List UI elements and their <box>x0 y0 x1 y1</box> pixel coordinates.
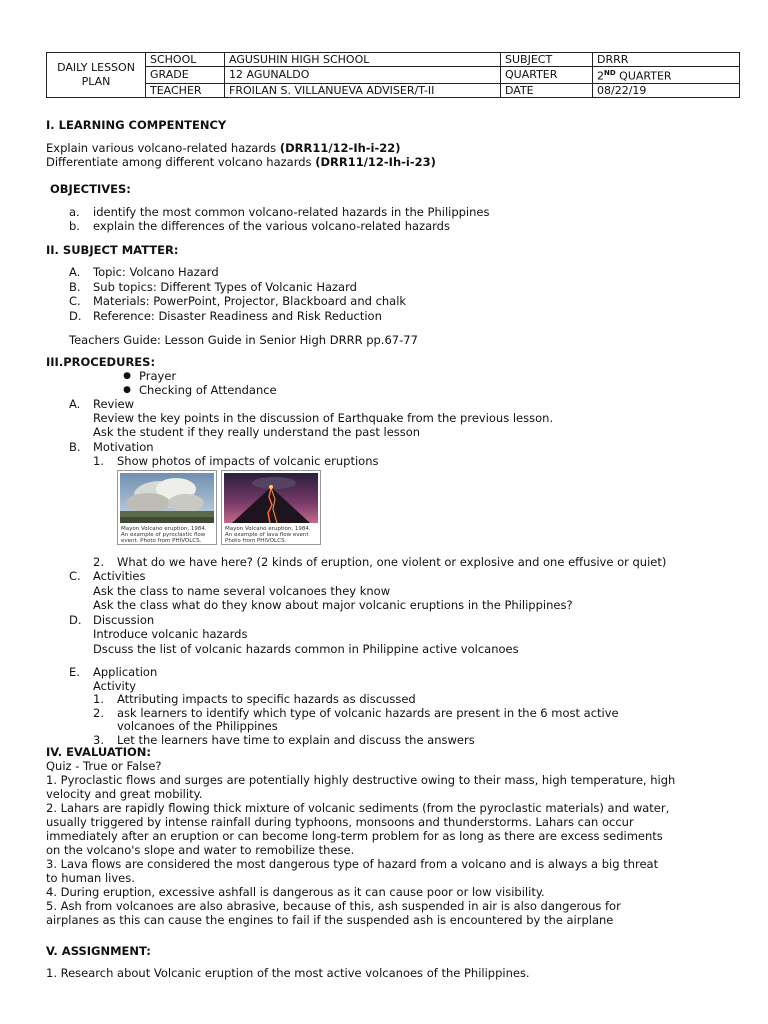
objectives-heading: OBJECTIVES: <box>50 182 131 196</box>
quiz-line: velocity and great mobility. <box>46 787 203 801</box>
discussion-item: D. Discussion <box>69 613 155 627</box>
quiz-label: Quiz - True or False? <box>46 759 162 773</box>
quiz-line: usually triggered by intense rainfall during typhoons, monsoons and thunderstorms. Lahars can occur <box>46 815 634 829</box>
dlp-line1: DAILY LESSON <box>57 60 135 74</box>
activity-label: Activity <box>93 679 137 693</box>
pyroclastic-flow-photo <box>117 470 217 545</box>
competency-heading: I. LEARNING COMPENTENCY <box>46 118 227 132</box>
quiz-line: airplanes as this can cause the engines to fail if the suspended ash is encountered by the airplane <box>46 913 614 927</box>
subject-matter-heading: II. SUBJECT MATTER: <box>46 243 179 257</box>
motivation-step-2: 2. What do we have here? (2 kinds of eruption, one violent or explosive and one effusive or quiet) <box>93 555 667 569</box>
competency-line-2: Differentiate among different volcano hazards (DRR11/12-Ih-i-23) <box>46 155 436 169</box>
quiz-line: to human lives. <box>46 871 135 885</box>
motivation-step-1: 1. Show photos of impacts of volcanic eruptions <box>93 454 379 468</box>
evaluation-heading: IV. EVALUATION: <box>46 745 151 759</box>
assignment-heading: V. ASSIGNMENT: <box>46 944 151 958</box>
subject-value: DRRR <box>593 53 740 67</box>
review-line-1: Review the key points in the discussion of Earthquake from the previous lesson. <box>93 411 554 425</box>
subject-label: SUBJECT <box>501 53 593 67</box>
subject-item: D. Reference: Disaster Readiness and Risk Reduction <box>69 309 382 323</box>
photo-1-caption: Mayon Volcano eruption, 1984. An example of pyroclastic flow event. Photo from PHIVOLCS. <box>121 526 207 544</box>
discussion-line-2: Dscuss the list of volcanic hazards common in Philippine active volcanoes <box>93 642 519 656</box>
bullet-item: ● Checking of Attendance <box>115 383 277 397</box>
subject-item: C. Materials: PowerPoint, Projector, Blackboard and chalk <box>69 294 407 308</box>
motivation-item: B. Motivation <box>69 440 154 454</box>
activities-item: C. Activities <box>69 569 146 583</box>
teacher-value: FROILAN S. VILLANUEVA ADVISER/T-II <box>225 83 501 97</box>
header-table <box>46 52 740 98</box>
bullet-icon: ● <box>123 371 131 381</box>
grade-value: 12 AGUNALDO <box>225 67 501 84</box>
quiz-line: on the volcano's slope and water to remobilize these. <box>46 843 355 857</box>
quiz-line: 4. During eruption, excessive ashfall is dangerous as it can cause poor or low visibility. <box>46 885 545 899</box>
discussion-line-1: Introduce volcanic hazards <box>93 627 248 641</box>
activities-line-1: Ask the class to name several volcanoes they know <box>93 584 391 598</box>
subject-item: A. Topic: Volcano Hazard <box>69 265 219 279</box>
pyroclastic-eruption-image <box>120 473 214 523</box>
subject-item: B. Sub topics: Different Types of Volcanic Hazard <box>69 280 357 294</box>
application-step: 2. ask learners to identify which type of volcanic hazards are present in the 6 most active <box>93 706 619 720</box>
school-value: AGUSUHIN HIGH SCHOOL <box>225 53 501 67</box>
quarter-label: QUARTER <box>501 67 593 84</box>
quiz-line: 5. Ash from volcanoes are also abrasive, because of this, ash suspended in air is also dangerous for <box>46 899 621 913</box>
competency-line-1: Explain various volcano-related hazards (DRR11/12-Ih-i-22) <box>46 141 401 155</box>
objective-item: a. identify the most common volcano-related hazards in the Philippines <box>69 205 490 219</box>
assignment-line: 1. Research about Volcanic eruption of the most active volcanoes of the Philippines. <box>46 966 530 980</box>
bullet-item: ● Prayer <box>115 369 176 383</box>
application-step-cont: volcanoes of the Philippines <box>117 719 278 733</box>
quarter-value: 2ND QUARTER <box>593 67 740 84</box>
application-step: 1. Attributing impacts to specific hazards as discussed <box>93 692 416 706</box>
bullet-icon: ● <box>123 385 131 395</box>
daily-lesson-plan-cell <box>47 53 146 98</box>
application-item: E. Application <box>69 665 158 679</box>
review-item: A. Review <box>69 397 135 411</box>
grade-label: GRADE <box>146 67 225 84</box>
lava-eruption-image <box>224 473 318 523</box>
photo-2-caption: Mayon Volcano eruption, 1984. An example of lava flow event Photo from PHIVOLCS. <box>225 526 311 544</box>
quiz-line: 3. Lava flows are considered the most dangerous type of hazard from a volcano and is always a big threat <box>46 857 659 871</box>
activities-line-2: Ask the class what do they know about major volcanic eruptions in the Philippines? <box>93 598 573 612</box>
school-label: SCHOOL <box>146 53 225 67</box>
date-value: 08/22/19 <box>593 83 740 97</box>
quiz-line: 2. Lahars are rapidly flowing thick mixture of volcanic sediments (from the pyroclastic materials) and water, <box>46 801 670 815</box>
application-step: 3. Let the learners have time to explain and discuss the answers <box>93 733 475 747</box>
teacher-label: TEACHER <box>146 83 225 97</box>
quiz-line: 1. Pyroclastic flows and surges are potentially highly destructive owing to their mass, high temperature, high <box>46 773 676 787</box>
quiz-line: immediately after an eruption or can become long-term problem for as long as there are excess sediments <box>46 829 663 843</box>
teachers-guide: Teachers Guide: Lesson Guide in Senior High DRRR pp.67-77 <box>69 333 418 347</box>
lava-flow-photo <box>221 470 321 545</box>
objective-item: b. explain the differences of the various volcano-related hazards <box>69 219 450 233</box>
procedures-heading: III.PROCEDURES: <box>46 355 156 369</box>
dlp-line2: PLAN <box>81 74 111 88</box>
review-line-2: Ask the student if they really understand the past lesson <box>93 425 421 439</box>
date-label: DATE <box>501 83 593 97</box>
